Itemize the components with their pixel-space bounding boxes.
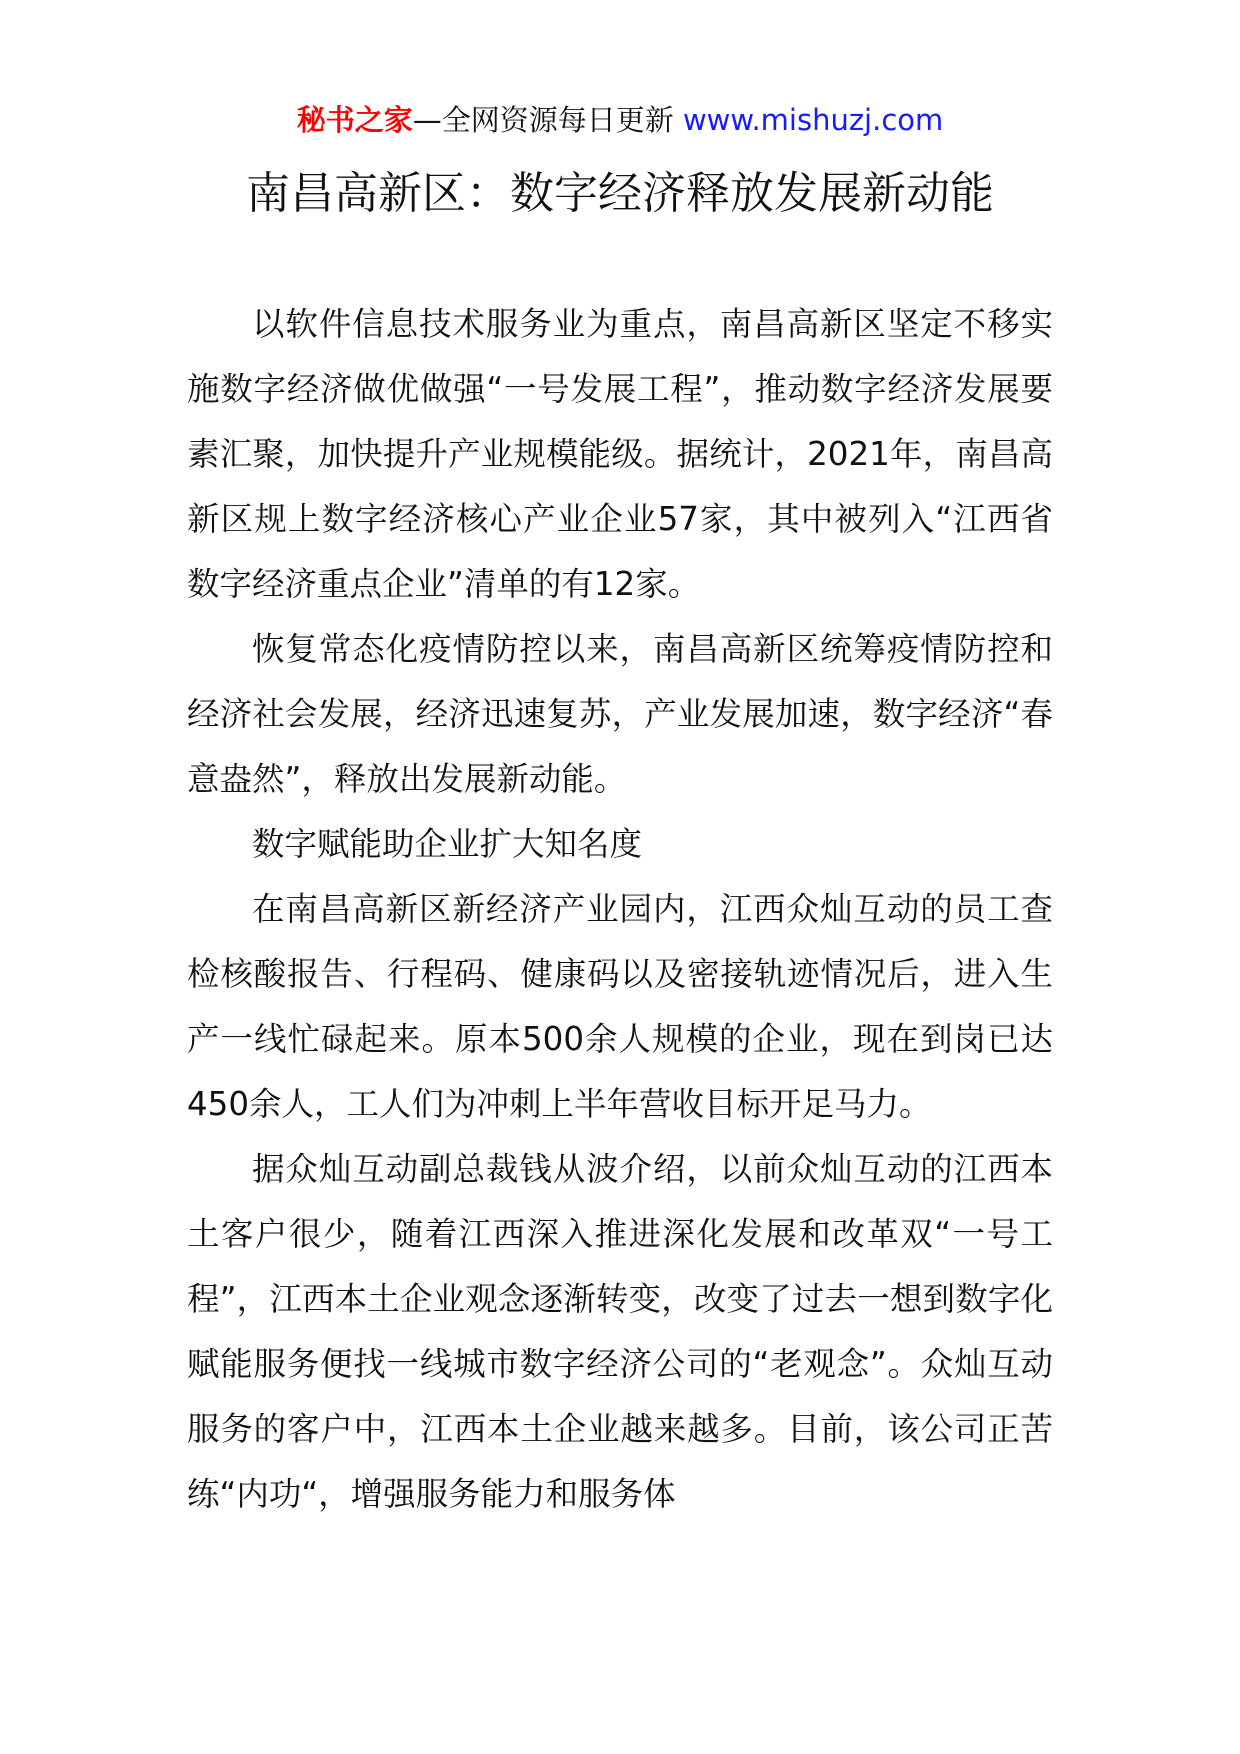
paragraph-intro: 以软件信息技术服务业为重点，南昌高新区坚定不移实施数字经济做优做强“一号发展工程”，推动数字经济发展要素汇聚，加快提升产业规模能级。据统计，2021年，南昌高新区规上数字经济核心产业企业57家，其中被列入“江西省数字经济重点企业”清单的有12家。: [187, 305, 1053, 603]
paragraph-recovery: 恢复常态化疫情防控以来，南昌高新区统筹疫情防控和经济社会发展，经济迅速复苏，产业发展加速，数字经济“春意盎然”，释放出发展新动能。: [187, 630, 1053, 798]
article-title: 南昌高新区：数字经济释放发展新动能: [246, 168, 994, 219]
brand-name: 秘书之家: [296, 103, 413, 137]
site-url-link[interactable]: www.mishuzj.com: [682, 103, 944, 137]
paragraph-industrial-park: 在南昌高新区新经济产业园内，江西众灿互动的员工查检核酸报告、行程码、健康码以及密接轨迹情况后，进入生产一线忙碌起来。原本500余人规模的企业，现在到岗已达450余人，工人们为冲刺上半年营收目标开足马力。: [187, 890, 1053, 1123]
paragraph-interview: 据众灿互动副总裁钱从波介绍，以前众灿互动的江西本土客户很少，随着江西深入推进深化发展和改革双“一号工程”，江西本土企业观念逐渐转变，改变了过去一想到数字化赋能服务便找一线城市数字经济公司的“老观念”。众灿互动服务的客户中，江西本土企业越来越多。目前，该公司正苦练“内功“，增强服务能力和服务体: [187, 1150, 1053, 1513]
header-tagline: —全网资源每日更新: [412, 103, 674, 137]
article-body: [187, 292, 1053, 1527]
site-header: [0, 100, 1240, 140]
section-heading: 数字赋能助企业扩大知名度: [252, 825, 643, 863]
